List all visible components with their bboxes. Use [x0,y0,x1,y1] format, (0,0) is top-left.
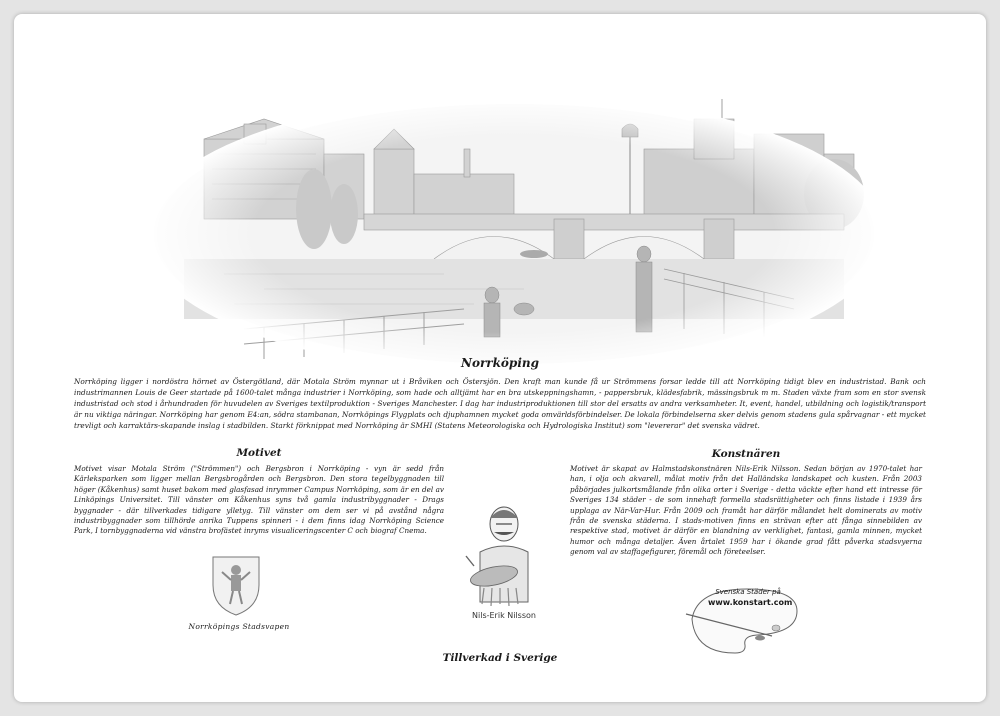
city-crest-icon [210,554,262,616]
footer-made-in: Tillverkad i Sverige [442,652,558,664]
brand-line-1: Svenska Städer på [715,588,781,596]
poster-sheet [14,14,986,702]
motivet-heading: Motivet [236,447,282,459]
konstnaren-text: Motivet är skapat av Halmstadskonstnären Nils-Erik Nilsson. Sedan början av 1970-talet har han, i olja och akvarell, målat motiv från det Halländska landskapet och kusten. Från 2003 påbörjades julkortsmålande från olika orter i Sverige - detta väckte efter hand ett intresse för Sveriges 134 städer - de som innehaft formella stadsrättigheter och finns listade i 1939 års upplaga av När-Var-Hur. Från 2009 och framåt har därför målandet helt dominerats av motiv från de svenska städerna. I stads-motiven finns en strävan efter att fånga sinnebilden av respektive stad, motivet är därför en blandning av verklighet, fantasi, gamla minnen, mycket humor och många detaljer. Även årtalet 1959 har i ökande grad fått påverka stadsvyerna genom val av staffagefigurer, föremål och företeelser. [570,464,922,557]
artist-portrait-illustration [454,492,554,632]
intro-text: Norrköping ligger i nordöstra hörnet av Östergötland, där Motala Ström mynnar ut i Bråviken och Östersjön. Den kraft man kunde få ur Strömmens forsar ledde till att Norrköping tidigt blev en industristad. Bank och industrimannen Louis de Geer startade på 1600-talet många industrier i Norrköping, som hade och alltjämt har en bra utskeppningshamn, - pappersbruk, klädesfabrik, mässingsbruk m m. Staden växte fram som en stor svensk industristad och stod i århundraden för huvudelen av Sveriges textilproduktion - Sveriges Manchester. I dag har industriproduktionen till stor del ersatts av andra verksamheter. It, event, handel, utbildning och logistik/transport är nu viktiga näringar. Norrköping har genom E4:an, södra stambanan, Norrköpings Flygplats och djuphamnen mycket goda omvärldsförbindelser. De lokala förbindelserna sker delvis genom stadens gula spårvagnar - ett mycket trevligt och karraktärs-skapande inslag i stadbilden. Starkt förknippat med Norrköping är SMHI (Statens Meteorologiska och Hydrologiska Institut) som "levererar" det svenska vädret. [74,377,926,430]
brand-url: www.konstart.com [708,598,793,607]
artist-signature: Nils-Erik Nilsson [472,611,536,620]
motivet-text: Motivet visar Motala Ström ("Strömmen") och Bergsbron i Norrköping - vyn är sedd från Kärleksparken som ligger mellan Bergsbrogården och Bergsbron. Den stora tegelbyggnaden till höger (Kåkenhus) samt huset bakom med glasfasad inrymmer Campus Norrköping, som är en del av Linköpings Universitet. Till vänster om Kåkenhus syns två gamla industribyggnader - Drags byggnader - där tillverkades tidigare ylletyg. Till vänster om dem ser vi på avstånd några industribyggnader som tillhörde anrika Tuppens spinneri - i dem finns idag Norrköping Science Park, I tornbyggnaderna vid vänstra brofästet inryms visualiceringscenter C och biograf Cnema. [74,464,444,536]
city-view-illustration [144,99,884,369]
crest-caption: Norrköpings Stadsvapen [188,622,290,631]
konstnaren-heading: Konstnären [711,448,781,460]
main-title: Norrköping [461,356,539,370]
